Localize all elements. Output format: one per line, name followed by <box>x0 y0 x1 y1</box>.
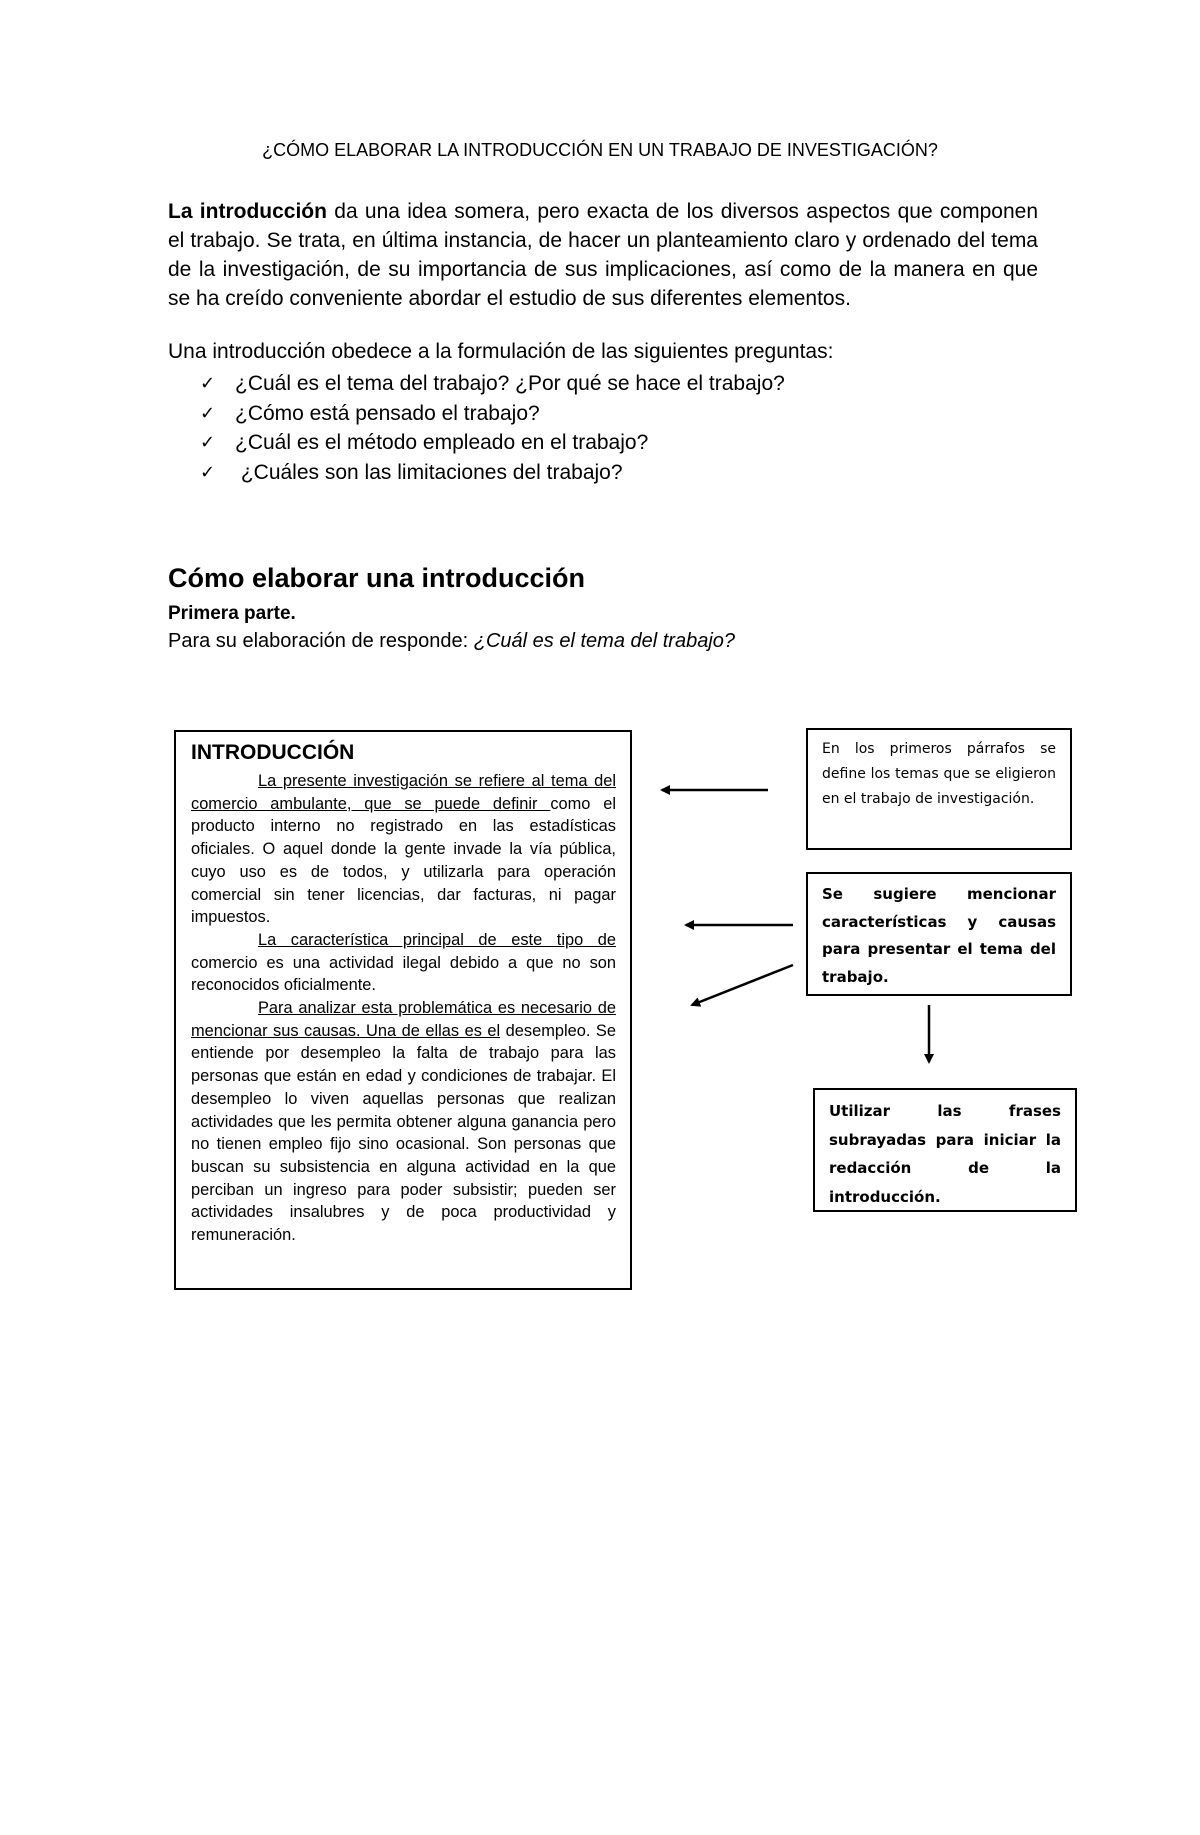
note-box-paragraphs: En los primeros párrafos se define los temas que se eligieron en el trabajo de investigación. <box>806 728 1072 850</box>
questions-intro: Una introducción obedece a la formulación de las siguientes preguntas: <box>168 340 834 363</box>
question-text: ¿Cuál es el método empleado en el trabajo? <box>235 431 649 454</box>
question-text: ¿Cómo está pensado el trabajo? <box>235 401 540 425</box>
document-title: ¿CÓMO ELABORAR LA INTRODUCCIÓN EN UN TRABAJO DE INVESTIGACIÓN? <box>262 140 938 160</box>
question-text: ¿Cuáles son las limitaciones del trabajo? <box>235 460 623 484</box>
underlined-phrase: La característica principal de este tipo de <box>258 930 616 949</box>
paragraph-text: como el producto interno no registrado en las estadísticas oficiales. O aquel donde la gente invade la vía pública, cuyo uso es de todos, y utilizarla para operación comercial sin tener licencias, dar facturas, ni pagar impuestos. <box>191 794 616 927</box>
intro-box-title: INTRODUCCIÓN <box>191 741 355 764</box>
checkmark-icon: ✓ <box>200 373 216 394</box>
intro-text: da una idea somera, pero exacta de los diversos aspectos que componen el trabajo. Se trata, en última instancia, de hacer un planteamiento claro y ordenado del tema de la investigación, de su importancia de sus implicaciones, así como de la manera en que se ha creído conveniente abordar el estudio de sus diferentes elementos. <box>168 200 1038 310</box>
intro-bold-lead: La introducción <box>168 200 327 223</box>
note-box-characteristics: Se sugiere mencionar características y causas para presentar el tema del trabajo. <box>806 872 1072 996</box>
section-heading: Cómo elaborar una introducción <box>168 563 586 593</box>
question-text: ¿Cuál es el tema del trabajo? ¿Por qué se hace el trabajo? <box>235 372 785 395</box>
prompt-lead: Para su elaboración de responde: <box>168 630 474 652</box>
paragraph-text: comercio es una actividad ilegal debido a que no son reconocidos oficialmente. <box>191 953 616 995</box>
underlined-phrase: La presente investigación se refiere al tema del comercio ambulante, que se puede definir <box>191 772 616 813</box>
checkmark-icon: ✓ <box>200 402 216 424</box>
part-label: Primera parte. <box>168 603 296 624</box>
note-box-underlined-phrases: Utilizar las frases subrayadas para iniciar la redacción de la introducción. <box>813 1088 1077 1212</box>
checkmark-icon: ✓ <box>200 461 216 483</box>
arrow-diagonal-icon <box>692 965 793 1005</box>
underlined-phrase: Para analizar esta problemática es necesario de mencionar sus causas. Una de ellas es el <box>191 999 616 1040</box>
prompt-question: ¿Cuál es el tema del trabajo? <box>473 630 736 652</box>
checkmark-icon: ✓ <box>200 432 216 453</box>
paragraph-text: desempleo. Se entiende por desempleo la falta de trabajo para las personas que están en edad y condiciones de trabajar. El desempleo lo viven aquellas personas que realizan actividades que les permita obtener alguna ganancia pero no tienen empleo fijo sino ocasional. Son personas que buscan su subsistencia en alguna actividad en la que perciban un ingreso para poder subsistir; pueden ser actividades insalubres y de poca productividad y remuneración. <box>191 1021 616 1245</box>
